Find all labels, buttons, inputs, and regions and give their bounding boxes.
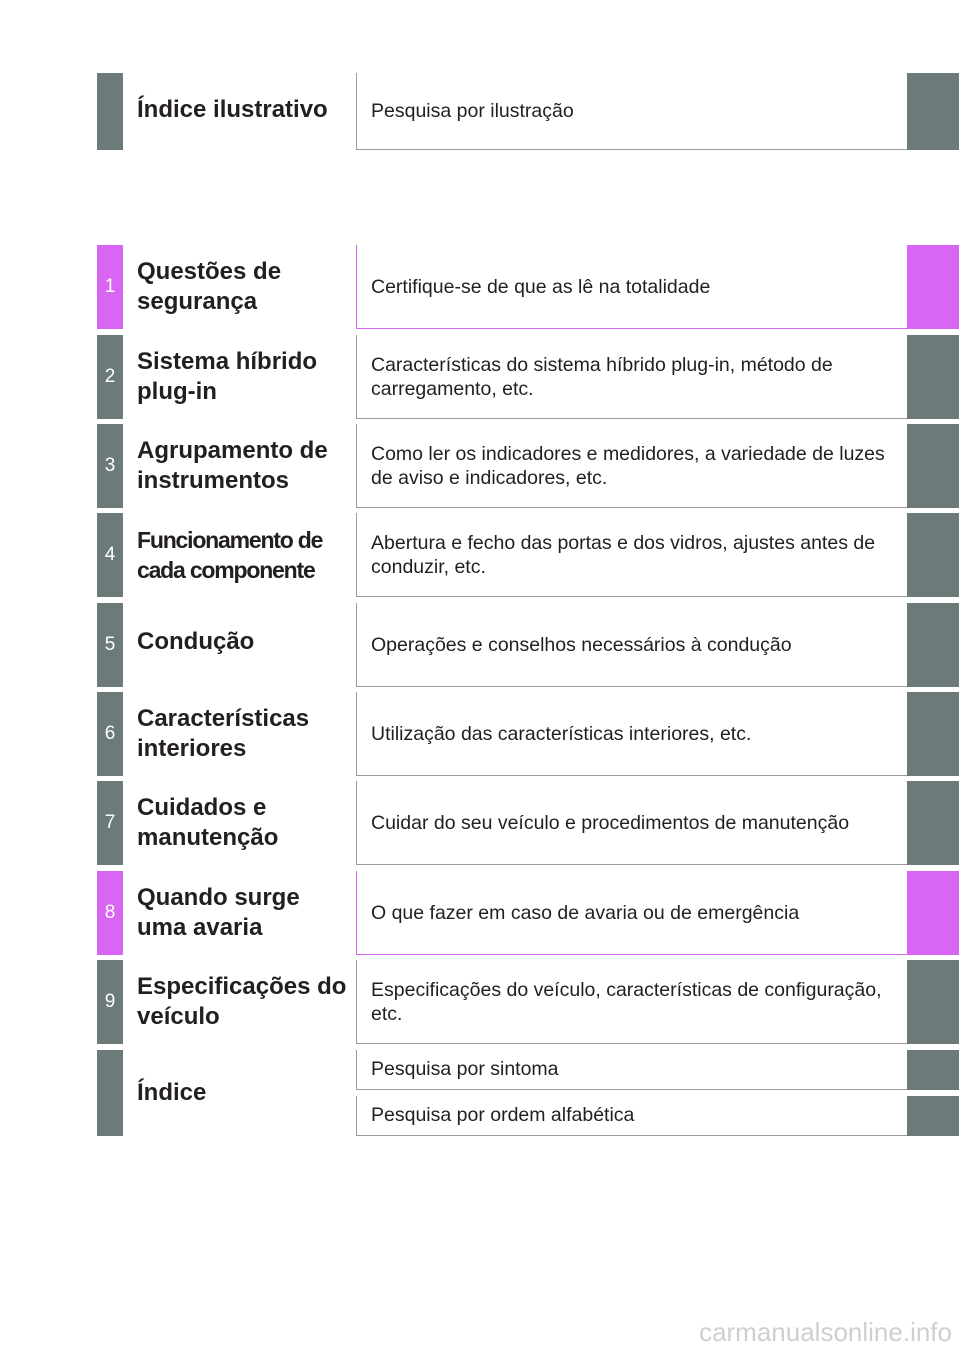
chapter-number-tab: 8 xyxy=(97,871,123,955)
chapter-description: Cuidar do seu veículo e procedimentos de manutenção xyxy=(356,781,907,865)
chapter-description: Certifique-se de que as lê na totalidade xyxy=(356,245,907,329)
chapter-side-tab[interactable] xyxy=(907,424,959,508)
chapter-side-tab[interactable] xyxy=(907,960,959,1044)
chapter-side-tab[interactable] xyxy=(907,781,959,865)
chapter-description: Características do sistema híbrido plug-in, método de carregamento, etc. xyxy=(356,335,907,419)
chapter-row-8[interactable] xyxy=(0,871,960,955)
chapter-row-2[interactable] xyxy=(0,335,960,419)
chapter-title: Especificações do veículo xyxy=(137,973,347,1030)
watermark: carmanualsonline.info xyxy=(699,1317,952,1347)
header-title: Índice ilustrativo xyxy=(137,96,328,123)
header-row[interactable] xyxy=(0,73,960,150)
chapter-title: Características interiores xyxy=(137,705,310,762)
chapter-title: Cuidados e manutenção xyxy=(137,794,279,851)
chapter-row-1[interactable] xyxy=(0,245,960,329)
chapter-number-tab: 3 xyxy=(97,424,123,508)
index-left-tab xyxy=(97,1050,123,1136)
chapter-title: Quando surge uma avaria xyxy=(137,884,300,941)
chapter-number-tab: 9 xyxy=(97,960,123,1044)
chapter-title: Sistema híbrido plug-in xyxy=(137,348,318,405)
chapter-description: Como ler os indicadores e medidores, a variedade de luzes de aviso e indicadores, etc. xyxy=(356,424,907,508)
chapter-number-tab: 4 xyxy=(97,513,123,597)
index-alphabetical-tab[interactable] xyxy=(907,1096,959,1136)
chapter-side-tab[interactable] xyxy=(907,871,959,955)
chapter-row-7[interactable] xyxy=(0,781,960,865)
index-item-symptom[interactable]: Pesquisa por sintoma xyxy=(356,1050,907,1090)
chapter-row-6[interactable] xyxy=(0,692,960,776)
chapter-side-tab[interactable] xyxy=(907,692,959,776)
chapter-side-tab[interactable] xyxy=(907,335,959,419)
chapter-row-5[interactable] xyxy=(0,603,960,687)
chapter-number-tab: 1 xyxy=(97,245,123,329)
chapter-side-tab[interactable] xyxy=(907,603,959,687)
index-row xyxy=(0,1050,960,1136)
chapter-description: Operações e conselhos necessários à condução xyxy=(356,603,907,687)
chapter-description: Utilização das características interiores, etc. xyxy=(356,692,907,776)
chapter-description: O que fazer em caso de avaria ou de emergência xyxy=(356,871,907,955)
chapter-row-9[interactable] xyxy=(0,960,960,1044)
chapter-row-3[interactable] xyxy=(0,424,960,508)
header-left-tab xyxy=(97,73,123,150)
chapter-row-4[interactable] xyxy=(0,513,960,597)
chapter-number-tab: 7 xyxy=(97,781,123,865)
chapter-title: Agrupamento de instrumentos xyxy=(137,437,328,494)
chapter-title: Condução xyxy=(137,628,255,655)
chapter-number-tab: 2 xyxy=(97,335,123,419)
chapter-number-tab: 6 xyxy=(97,692,123,776)
header-right-tab[interactable] xyxy=(907,73,959,150)
header-description: Pesquisa por ilustração xyxy=(356,73,907,150)
chapter-number-tab: 5 xyxy=(97,603,123,687)
chapter-description: Abertura e fecho das portas e dos vidros, ajustes antes de conduzir, etc. xyxy=(356,513,907,597)
index-symptom-tab[interactable] xyxy=(907,1050,959,1090)
chapter-side-tab[interactable] xyxy=(907,245,959,329)
chapter-side-tab[interactable] xyxy=(907,513,959,597)
chapter-description: Especificações do veículo, características de configuração, etc. xyxy=(356,960,907,1044)
index-title: Índice xyxy=(137,1079,207,1106)
chapter-title: Funcionamento de cada componente xyxy=(137,527,323,583)
index-item-alphabetical[interactable]: Pesquisa por ordem alfabética xyxy=(356,1096,907,1136)
chapter-title: Questões de segurança xyxy=(137,258,282,315)
